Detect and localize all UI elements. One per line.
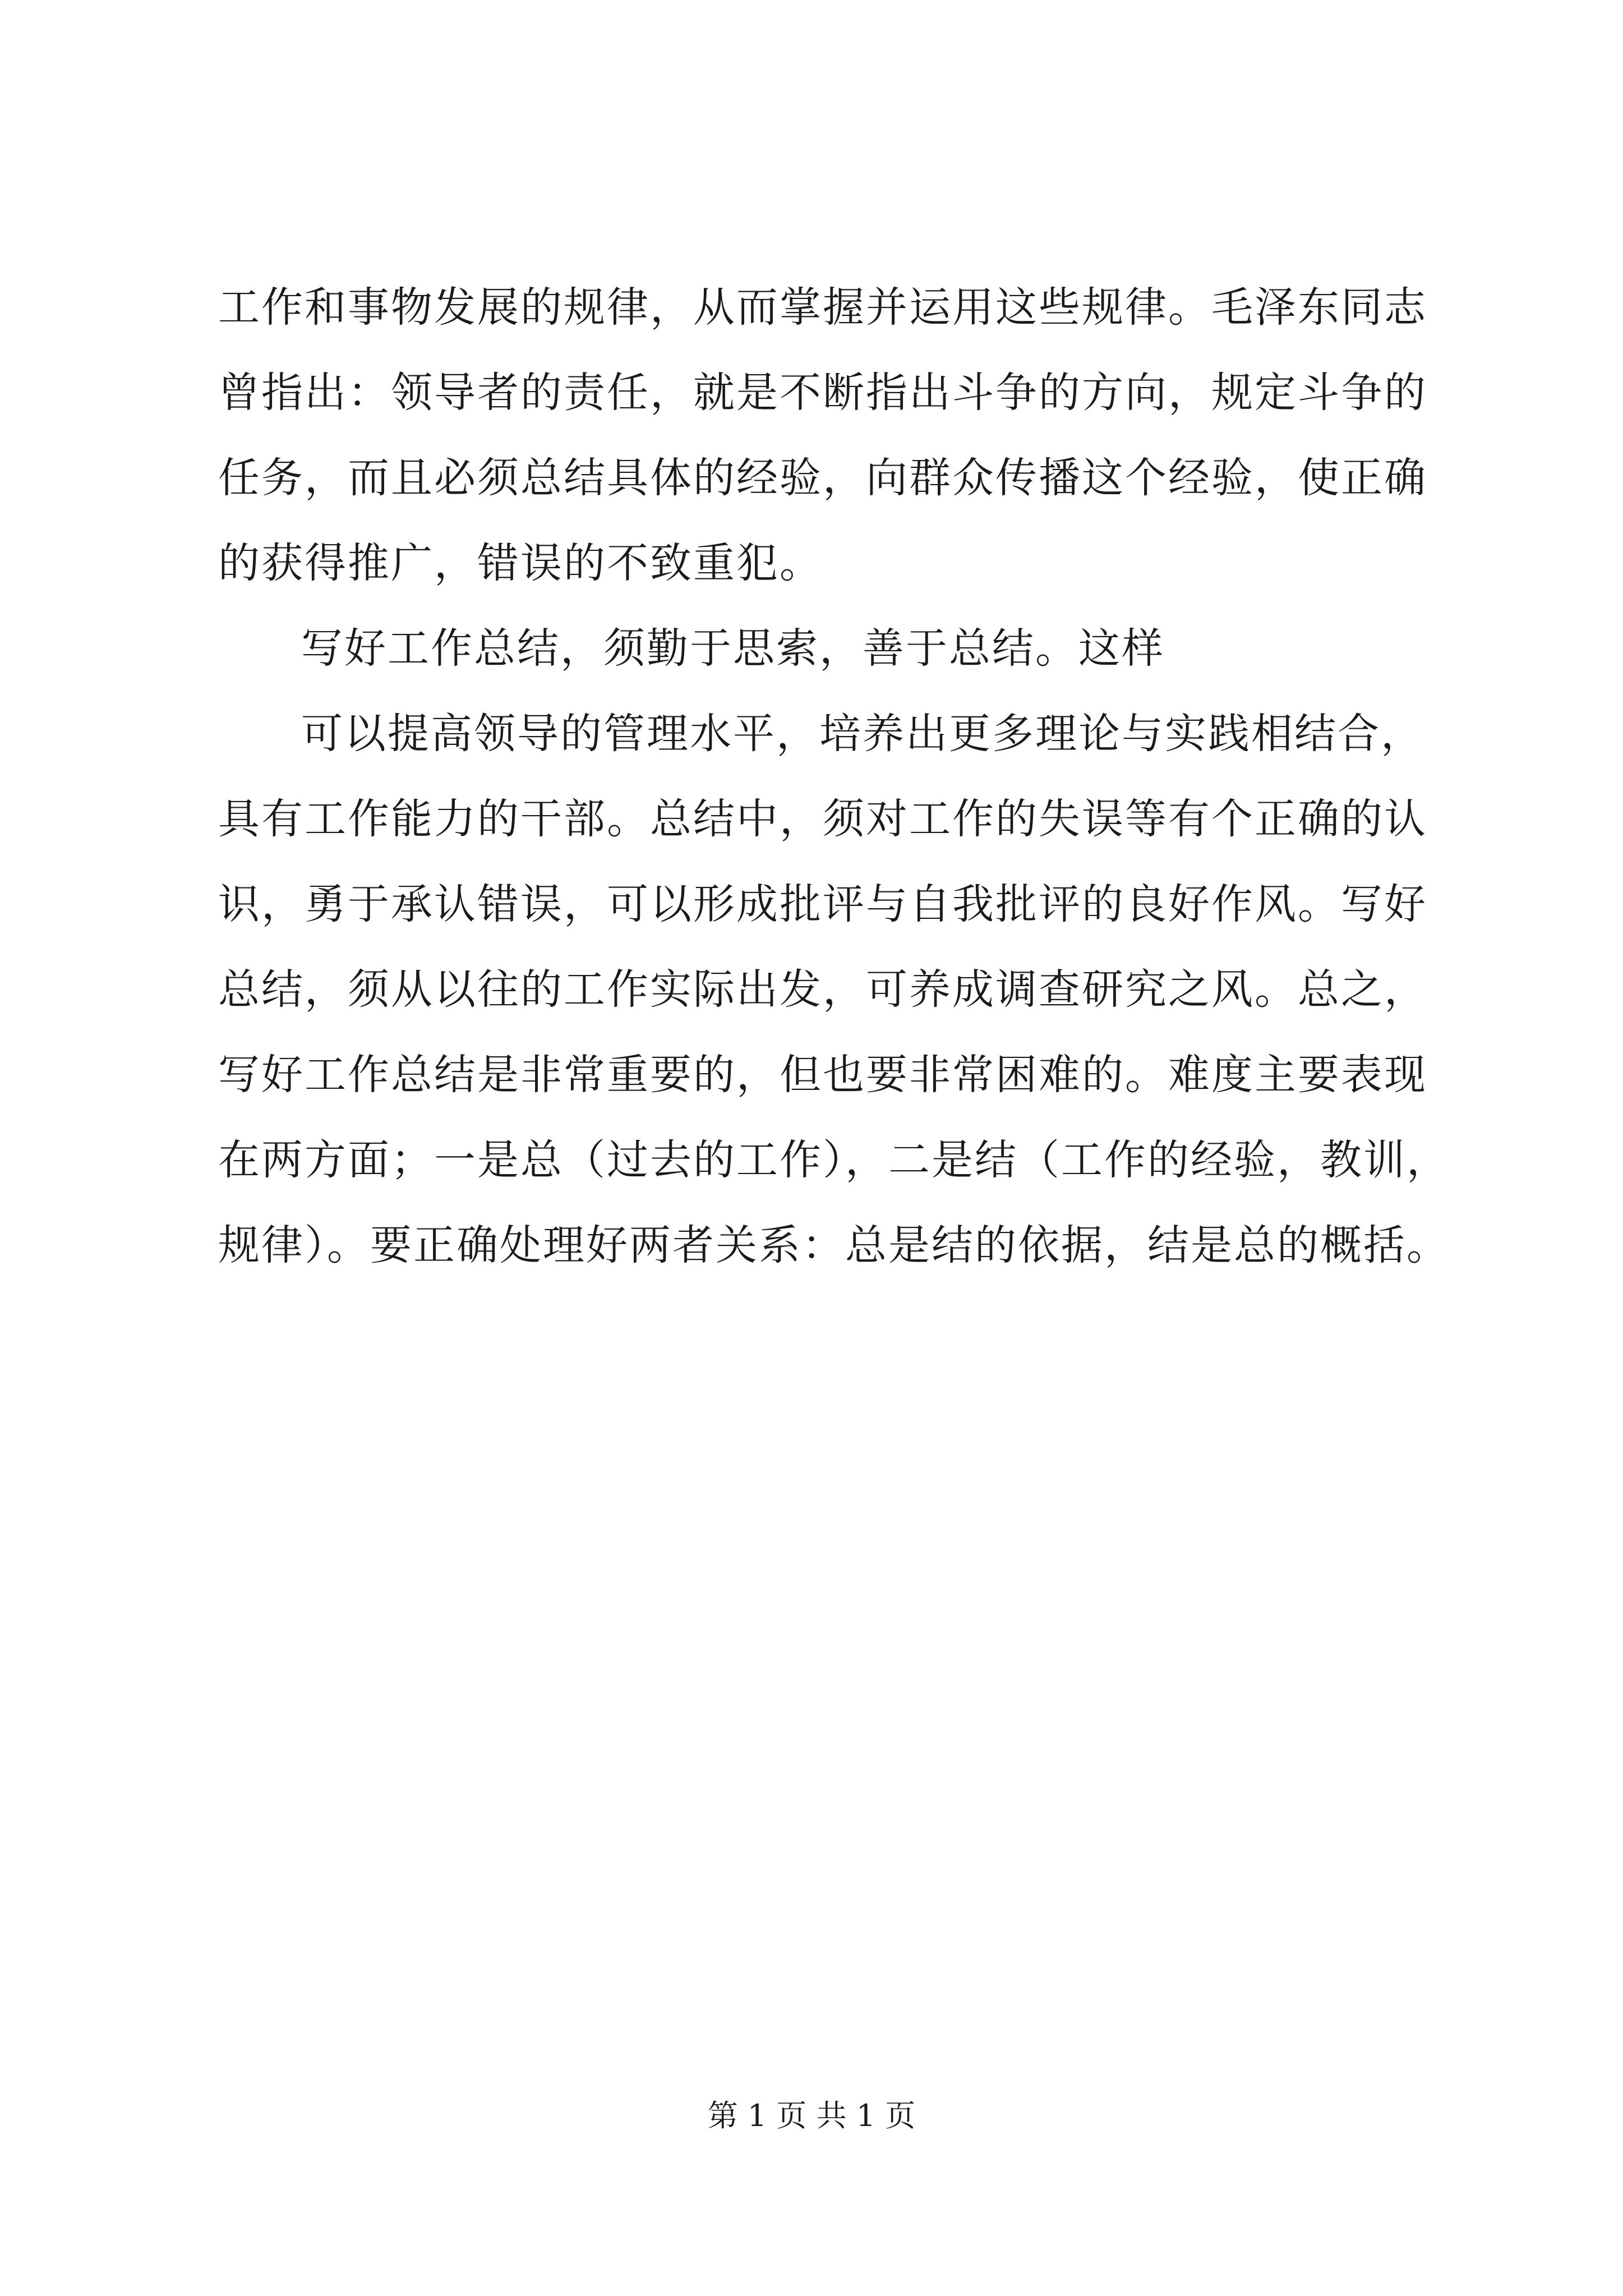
text-line: 任务，而且必须总结具体的经验，向群众传播这个经验，使正确 [218,454,1427,502]
text-line: 总结，须从以往的工作实际出发，可养成调查研究之风。总之， [218,965,1427,1014]
text-line: 在两方面；一是总（过去的工作），二是结（工作的经验，教训， [218,1136,1450,1184]
page-footer [0,2096,1623,2136]
text-line: 工作和事物发展的规律，从而掌握并运用这些规律。毛泽东同志 [218,283,1427,332]
text-line: 写好工作总结是非常重要的，但也要非常困难的。难度主要表现 [218,1051,1427,1099]
text-line: 的获得推广，错误的不致重犯。 [218,539,823,587]
text-line: 曾指出：领导者的责任，就是不断指出斗争的方向，规定斗争的 [218,369,1427,417]
text-line: 规律）。要正确处理好两者关系：总是结的依据，结是总的概括。 [218,1221,1450,1269]
page-number: 第 1 页 共 1 页 [707,2098,916,2133]
text-line-indented: 写好工作总结，须勤于思索，善于总结。这样 [301,624,1165,673]
text-line: 识，勇于承认错误，可以形成批评与自我批评的良好作风。写好 [218,880,1427,928]
text-line-indented: 可以提高领导的管理水平，培养出更多理论与实践相结合， [301,710,1424,758]
text-line: 具有工作能力的干部。总结中，须对工作的失误等有个正确的认 [218,795,1427,843]
body-text [218,265,1450,1288]
